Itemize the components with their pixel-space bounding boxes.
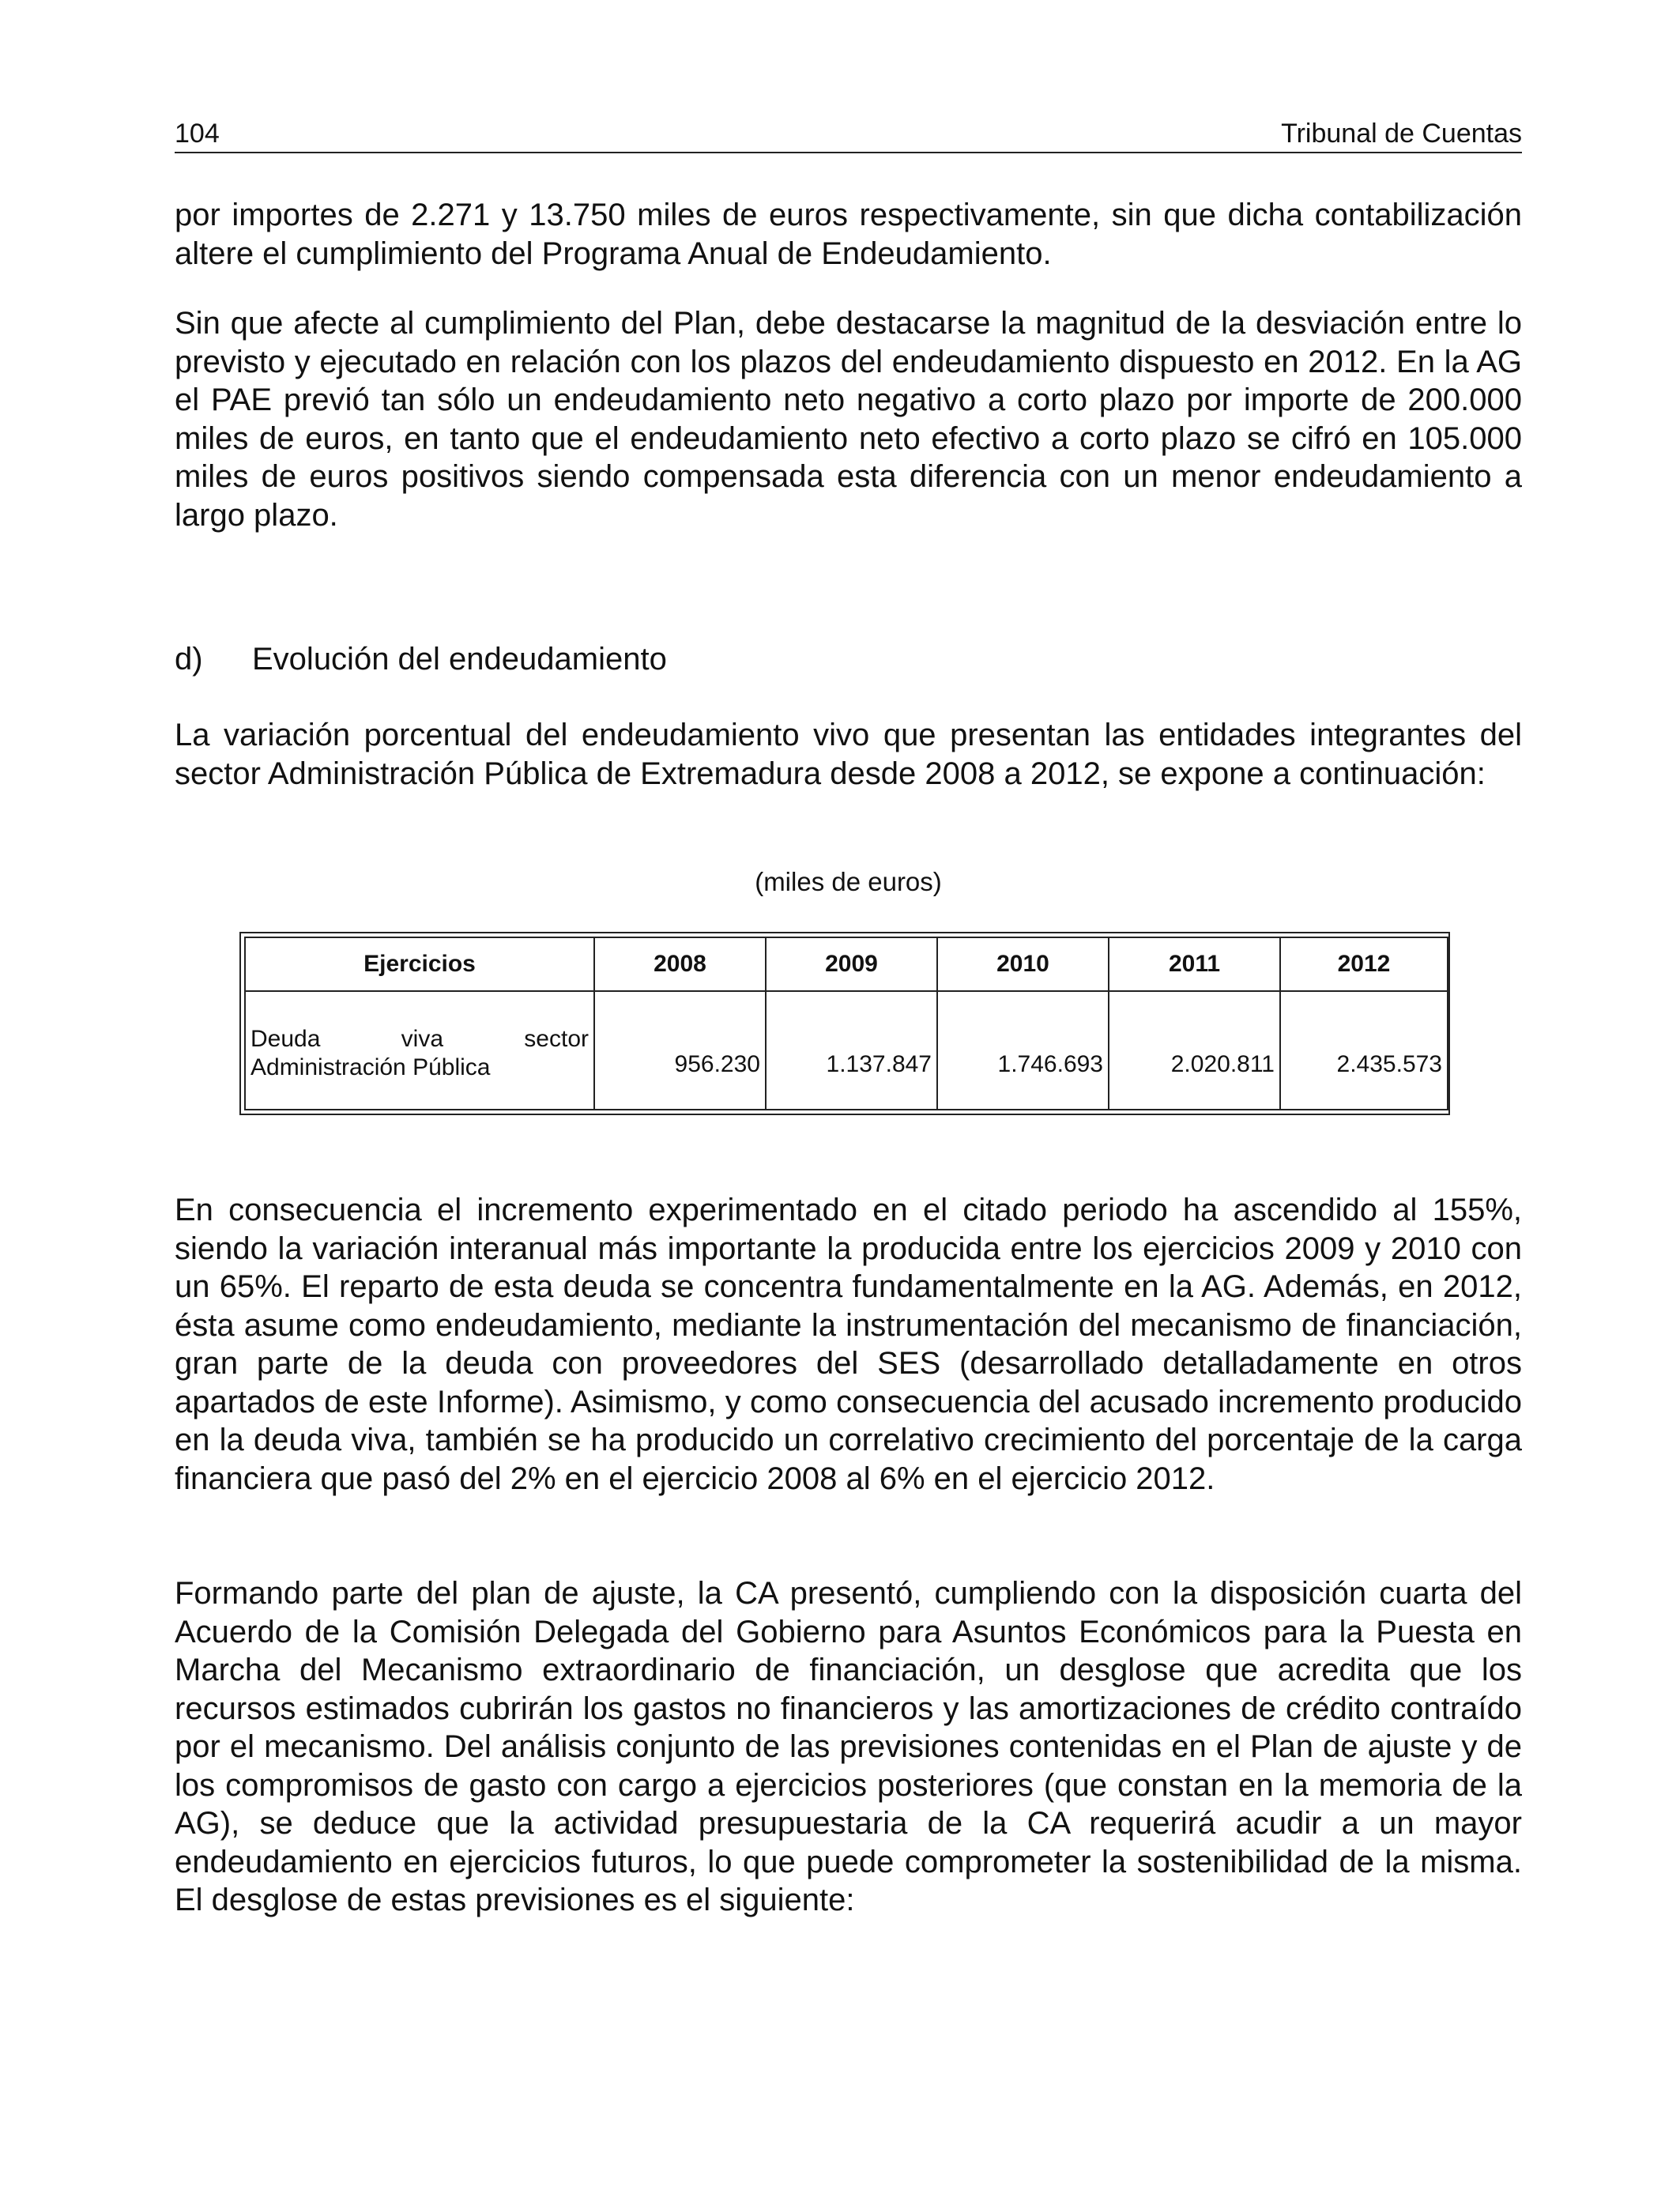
table-header-row bbox=[245, 937, 1448, 991]
section-heading bbox=[175, 640, 667, 678]
row-label-line1: Deuda viva sector bbox=[250, 1026, 589, 1052]
section-title: Evolución del endeudamiento bbox=[252, 642, 667, 677]
table-row bbox=[245, 991, 1448, 1110]
page-header bbox=[175, 115, 1522, 153]
table-units: (miles de euros) bbox=[755, 867, 942, 896]
header-2011: 2011 bbox=[1109, 937, 1280, 991]
paragraph-1: por importes de 2.271 y 13.750 miles de euros respectivamente, sin que dicha contabilización altere el cumplimiento del Programa Anual de Endeudamiento. bbox=[175, 198, 1522, 271]
value-2011: 2.020.811 bbox=[1109, 991, 1280, 1110]
value-2012: 2.435.573 bbox=[1280, 991, 1448, 1110]
debt-table bbox=[244, 937, 1448, 1110]
header-2010: 2010 bbox=[937, 937, 1109, 991]
page-number: 104 bbox=[175, 119, 220, 149]
row-label bbox=[245, 991, 594, 1110]
row-label-line2: Administración Pública bbox=[250, 1054, 491, 1080]
header-2012: 2012 bbox=[1280, 937, 1448, 991]
debt-table-frame bbox=[239, 932, 1450, 1115]
header-2009: 2009 bbox=[766, 937, 937, 991]
paragraph-2: Sin que afecte al cumplimiento del Plan, debe destacarse la magnitud de la desviación entre lo previsto y ejecutado en relación con los plazos del endeudamiento dispuesto en 2012. En la AG el PAE previó tan sólo un endeudamiento neto negativo a corto plazo por importe de 200.000 miles de euros, en tanto que el endeudamiento neto efectivo a corto plazo se cifró en 105.000 miles de euros positivos siendo compensada esta diferencia con un menor endeudamiento a largo plazo. bbox=[175, 306, 1522, 533]
paragraph-4: En consecuencia el incremento experimentado en el citado periodo ha ascendido al 155%, siendo la variación interanual más importante la producida entre los ejercicios 2009 y 2010 con un 65%. El reparto de esta deuda se concentra fundamentalmente en la AG. Además, en 2012, ésta asume como endeudamiento, mediante la instrumentación del mecanismo de financiación, gran parte de la deuda con proveedores del SES (desarrollado detalladamente en otros apartados de este Informe). Asimismo, y como consecuencia del acusado incremento producido en la deuda viva, también se ha producido un correlativo crecimiento del porcentaje de la carga financiera que pasó del 2% en el ejercicio 2008 al 6% en el ejercicio 2012. bbox=[175, 1193, 1522, 1496]
paragraph-3: La variación porcentual del endeudamiento vivo que presentan las entidades integrantes del sector Administración Pública de Extremadura desde 2008 a 2012, se expone a continuación: bbox=[175, 718, 1522, 791]
value-2008: 956.230 bbox=[594, 991, 766, 1110]
value-2009: 1.137.847 bbox=[766, 991, 937, 1110]
header-2008: 2008 bbox=[594, 937, 766, 991]
section-letter: d) bbox=[175, 642, 203, 677]
header-ejercicios: Ejercicios bbox=[245, 937, 594, 991]
header-title: Tribunal de Cuentas bbox=[1281, 119, 1522, 149]
value-2010: 1.746.693 bbox=[937, 991, 1109, 1110]
paragraph-5: Formando parte del plan de ajuste, la CA presentó, cumpliendo con la disposición cuarta del Acuerdo de la Comisión Delegada del Gobierno para Asuntos Económicos para la Puesta en Marcha del Mecanismo extraordinario de financiación, un desglose que acredita que los recursos estimados cubrirán los gastos no financieros y las amortizaciones de crédito contraído por el mecanismo. Del análisis conjunto de las previsiones contenidas en el Plan de ajuste y de los compromisos de gasto con cargo a ejercicios posteriores (que constan en la memoria de la AG), se deduce que la actividad presupuestaria de la CA requerirá acudir a un mayor endeudamiento en ejercicios futuros, lo que puede comprometer la sostenibilidad de la misma. El desglose de estas previsiones es el siguiente: bbox=[175, 1576, 1522, 1917]
